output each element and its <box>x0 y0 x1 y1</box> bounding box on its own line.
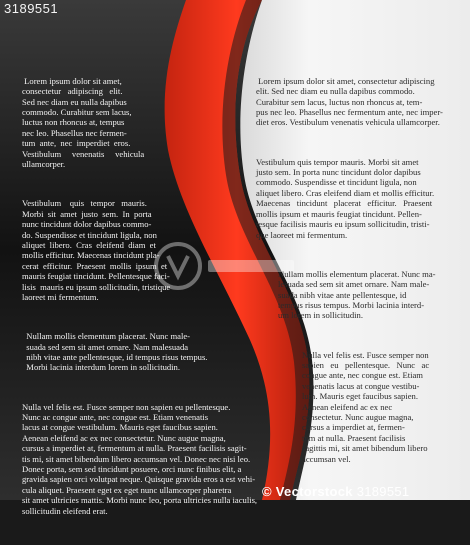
watermark-id-top: 3189551 <box>4 1 59 16</box>
watermark-brand-bottom <box>262 484 409 499</box>
right-paragraph-4: Nulla vel felis est. Fusce semper non sapien eu pellentesque. Nunc ac congue ante, nec congue est. Etiam venenatis lacus at congue vestibu- lum. Mauris eget faucibus sapien. Aenean eleifend ac ex nec consectetur. Nunc augue magna, cursus a imperdiet at, fermen- tum at nulla. Praesent facilisis sagittis mi, sit amet bibendum libero accumsan vel. <box>302 349 430 464</box>
watermark-id-bottom: 3189551 <box>356 484 410 499</box>
left-paragraph-4: Nulla vel felis est. Fusce semper non sapien eu pellentesque. Nunc ac congue ante, nec congue est. Etiam venenatis lacus at congue vestibulum. Mauris eget faucibus sapien. Aenean eleifend ac ex nec consectetur. Nunc augue magna, cursus a imperdiet at, fermentum at nulla. Praesent facilisis sagit- tis mi, sit amet bibendum libero accumsan vel. Donec nec nisi leo. Donec porta, sem sed tincidunt posuere, orci nunc finibus elit, a gravida sapien orci volutpat neque. Quisque gravida eros a est vehi- cula aliquet. Praesent eget ex eget nunc ullamcorper pharetra sit amet ultricies mattis. Morbi nunc leo, porta ultricies nulla iaculis, sollicitudin eleifend erat. <box>22 401 258 516</box>
watermark-brand-label: © Vectorstock <box>262 484 353 499</box>
vectorstock-logo-watermark <box>150 232 300 302</box>
right-paragraph-3: Nullam mollis elementum placerat. Nunc ma- lesuada sed sem sit amet ornare. Nam male- suada nibh vitae ante pellentesque, id tempus risus tempus. Morbi lacinia interd- um lorem in sollicitudin. <box>278 268 436 321</box>
left-paragraph-3: Nullam mollis elementum placerat. Nunc male- suada sed sem sit amet ornare. Nam malesuada nibh vitae ante pellentesque, id tempus risus tempus. Morbi lacinia interdum lorem in sollicitudin. <box>26 331 208 373</box>
right-paragraph-1: Lorem ipsum dolor sit amet, consectetur adipiscing elit. Sed nec diam eu nulla dapibus commodo. Curabitur sem lacus, luctus non rhoncus at, tem- pus nec leo. Phasellus nec fermentum ante, nec imper- diet eros. Vestibulum venenatis vehicula ullamcorper. <box>256 75 443 128</box>
left-paragraph-1: Lorem ipsum dolor sit amet, consectetur adipiscing elit. Sed nec diam eu nulla dapibus commodo. Curabitur sem lacus, luctus non rhoncus at, tempus nec leo. Phasellus nec fermen- tum ante, nec imperdiet eros. Vestibulum venenatis vehicula ullamcorper. <box>22 75 145 170</box>
right-paragraph-2: Vestibulum quis tempor mauris. Morbi sit amet justo sem. In porta nunc tincidunt dolor dapibus commodo. Suspendisse et tincidunt ligula, non aliquet libero. Cras eleifend diam et mollis efficitur. Maecenas tincidunt placerat efficitur. Praesent mollis ipsum et mauris feugiat tincidunt. Pellen- tesque facilisis mauris eu ipsum sollicitudin, tristi- que laoreet mi fermentum. <box>256 156 435 240</box>
left-paragraph-2: Vestibulum quis tempor mauris. Morbi sit amet justo sem. In porta nunc tincidunt dolor dapibus commo- do. Suspendisse et tincidunt ligula, non aliquet libero. Cras eleifend diam et mollis efficitur. Maecenas tincidunt pla- cerat efficitur. Praesent mollis ipsum et mauris feugiat tincidunt. Pellentesque faci- lisis mauris eu ipsum sollicitudin, tristique laoreet mi fermentum. <box>22 198 171 302</box>
